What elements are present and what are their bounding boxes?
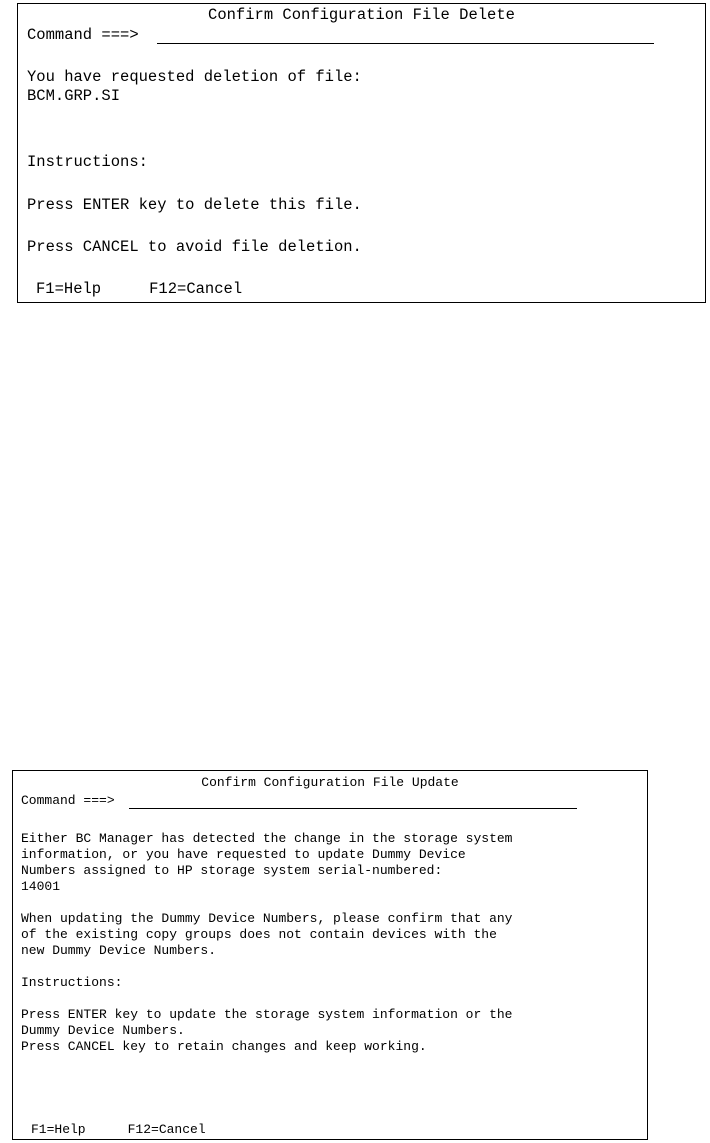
update-note-line: new Dummy Device Numbers. — [21, 943, 217, 958]
delete-instruction-cancel: Press CANCEL to avoid file deletion. — [27, 238, 362, 256]
delete-fkey-bar — [36, 280, 242, 298]
cancel-fkey[interactable]: F12=Cancel — [127, 1122, 206, 1137]
delete-file-name: BCM.GRP.SI — [27, 87, 121, 105]
update-instruction-line: Press CANCEL key to retain changes and keep working. — [21, 1039, 427, 1054]
delete-command-input[interactable] — [157, 27, 654, 44]
help-fkey[interactable]: F1=Help — [36, 280, 102, 298]
update-instructions-heading: Instructions: — [21, 975, 123, 990]
update-serial-number: 14001 — [21, 879, 61, 894]
help-fkey[interactable]: F1=Help — [31, 1122, 86, 1137]
update-note-line: of the existing copy groups does not contain devices with the — [21, 927, 497, 942]
update-note-line: When updating the Dummy Device Numbers, please confirm that any — [21, 911, 513, 926]
delete-command-label: Command ===> — [27, 26, 139, 44]
update-panel-title: Confirm Configuration File Update — [201, 775, 459, 790]
delete-confirm-panel — [17, 3, 706, 303]
cancel-fkey[interactable]: F12=Cancel — [149, 280, 243, 298]
update-command-input[interactable] — [129, 794, 577, 809]
update-message-line: information, or you have requested to update Dummy Device — [21, 847, 466, 862]
delete-command-row — [27, 26, 654, 44]
update-message-line: Either BC Manager has detected the change in the storage system — [21, 831, 513, 846]
delete-instruction-enter: Press ENTER key to delete this file. — [27, 196, 362, 214]
delete-instructions-heading: Instructions: — [27, 153, 148, 171]
delete-panel-title: Confirm Configuration File Delete — [208, 6, 515, 24]
update-instruction-line: Dummy Device Numbers. — [21, 1023, 185, 1038]
update-instruction-line: Press ENTER key to update the storage system information or the — [21, 1007, 513, 1022]
update-command-label: Command ===> — [21, 793, 115, 808]
update-command-row — [21, 793, 577, 809]
delete-message-text: You have requested deletion of file: — [27, 68, 362, 86]
update-fkey-bar — [31, 1122, 206, 1138]
update-confirm-panel — [12, 770, 648, 1140]
update-message-line: Numbers assigned to HP storage system serial-numbered: — [21, 863, 443, 878]
